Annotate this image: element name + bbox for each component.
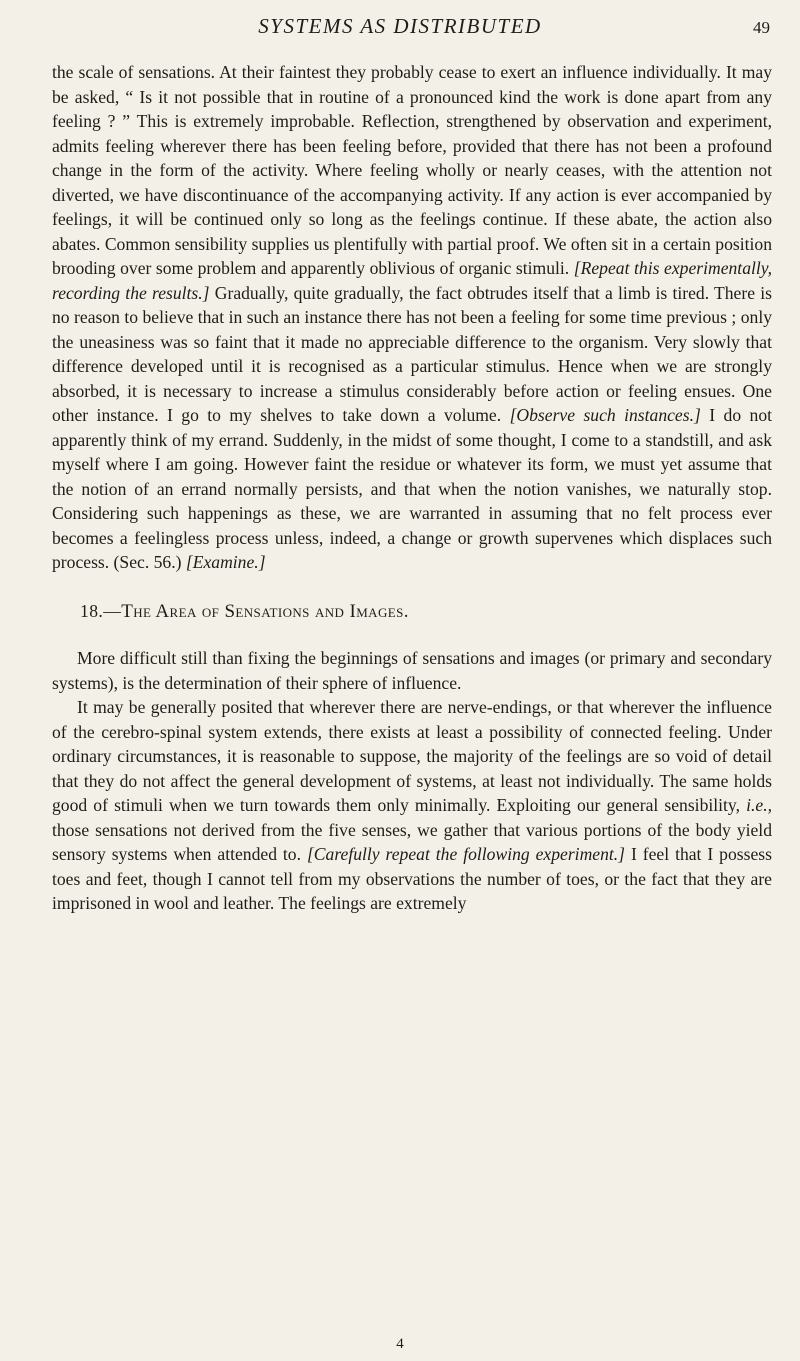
paragraph-3-text-c: I feel that I possess toes and feet, though I cannot tell from my observations the number of toes, or the fact that they are imprisoned in wool and leather. The feelings are extremely — [52, 844, 772, 913]
section-title: The Area of Sensations and Images. — [121, 600, 409, 622]
editorial-note-2: [Observe such instances.] — [509, 405, 701, 425]
running-title: SYSTEMS AS DISTRIBUTED — [258, 14, 542, 38]
body-text — [52, 60, 772, 916]
paragraph-1-text-b: Gradually, quite gradually, the fact obtrudes itself that a limb is tired. There is no reason to believe that in such an instance there has not been a feeling for some time previous ; only the uneasiness was so faint that it made no appreciable difference to the organism. Very slowly that difference developed until it is recognised as a particular stimulus. Hence when we are strongly absorbed, it is necessary to increase a stimulus considerably before action or feeling ensues. One other instance. I go to my shelves to take down a volume. — [52, 282, 772, 425]
editorial-note-4: [Carefully repeat the following experiment.] — [306, 844, 626, 864]
page-number: 49 — [753, 18, 770, 37]
signature-mark: 4 — [396, 1336, 404, 1352]
editorial-note-1: [Repeat this experimentally, recording the results.] — [52, 258, 772, 303]
paragraph-3 — [52, 695, 772, 916]
paragraph-3-text-b: those sensations not derived from the five senses, we gather that various portions of the body yield sensory systems when attended to. — [52, 819, 772, 864]
paragraph-1-text-c: I do not apparently think of my errand. Suddenly, in the midst of some thought, I come to a standstill, and ask myself where I am going. However faint the residue or whatever its form, we must yet assume that the notion of an errand normally persists, and that when the notion vanishes, we naturally stop. Considering such happenings as these, we are warranted in assuming that no felt process ever becomes a feelingless process unless, indeed, a change or growth supervenes which displaces such process. (Sec. 56.) — [52, 405, 773, 572]
section-heading — [52, 599, 772, 625]
section-number: 18.— — [80, 600, 122, 621]
paragraph-2: More difficult still than fixing the beginnings of sensations and images (or primary and secondary systems), is the determination of their sphere of influence. — [52, 648, 772, 693]
editorial-note-3: [Examine.] — [185, 552, 266, 572]
abbreviation-ie: i.e., — [746, 795, 773, 815]
paragraph-3-text-a: It may be generally posited that wherever there are nerve-endings, or that wherever the influence of the cerebro-spinal system extends, there exists at least a possibility of connected feeling. Under ordinary circumstances, it is reasonable to suppose, the majority of the feelings are so void of detail that they do not affect the general development of systems, at least not individually. The same holds good of stimuli when we turn towards them only minimally. Exploiting our general sensibility, — [52, 697, 772, 815]
running-head — [0, 14, 800, 48]
paragraph-1 — [52, 60, 772, 575]
paragraph-1-text-a: the scale of sensations. At their faintest they probably cease to exert an influence individually. It may be asked, “ Is it not possible that in routine of a pronounced kind the work is done apart from any feeling ? ” This is extremely improbable. Reflection, strengthened by observation and experiment, admits feeling wherever there has been feeling before, provided that there has not been a profound change in the form of the activity. Where feeling wholly or nearly ceases, with the attention not diverted, we have discontinuance of the accompanying activity. If any action is ever accompanied by feelings, it will be continued only so long as the feelings continue. If these abate, the action also abates. Common sensibility supplies us plentifully with partial proof. We often sit in a certain position brooding over some problem and apparently oblivious of organic stimuli. — [52, 62, 772, 278]
